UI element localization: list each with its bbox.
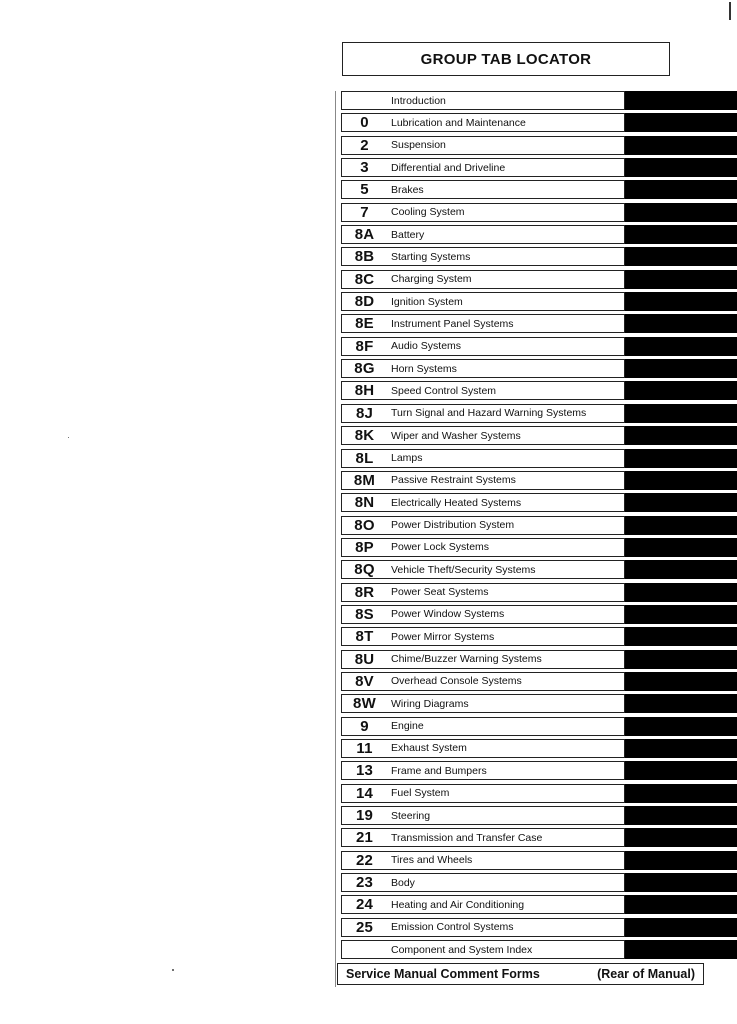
tab-label: Turn Signal and Hazard Warning Systems [391, 407, 587, 420]
tab-number: 8C [354, 270, 375, 288]
tab-label: Passive Restraint Systems [391, 474, 516, 487]
tab-label: Differential and Driveline [391, 161, 506, 174]
tab-label: Engine [391, 720, 424, 733]
tab-label: Audio Systems [391, 340, 462, 353]
tab-row [341, 113, 737, 132]
tab-number: 8J [355, 404, 374, 422]
tab-number: 8Q [354, 561, 375, 579]
tab-label: Emission Control Systems [391, 921, 514, 934]
tab-edge-marker [625, 828, 737, 847]
tab-edge-marker [625, 180, 737, 199]
tab-edge-marker [625, 873, 737, 892]
tab-cell [341, 538, 625, 557]
tab-cell [341, 359, 625, 378]
binding-line [335, 91, 336, 987]
tab-row [341, 158, 737, 177]
page-title: GROUP TAB LOCATOR [420, 50, 592, 68]
tab-label: Cooling System [391, 206, 465, 219]
tab-cell [341, 270, 625, 289]
tab-number: 0 [360, 114, 369, 132]
tab-label: Speed Control System [391, 384, 497, 397]
tab-edge-marker [625, 806, 737, 825]
tab-cell [341, 784, 625, 803]
tab-label: Heating and Air Conditioning [391, 898, 525, 911]
tab-row [341, 449, 737, 468]
tab-cell [341, 426, 625, 445]
tab-edge-marker [625, 940, 737, 959]
tab-row [341, 337, 737, 356]
tab-cell [341, 560, 625, 579]
tab-edge-marker [625, 136, 737, 155]
tab-edge-marker [625, 761, 737, 780]
tab-number: 14 [355, 784, 374, 802]
tab-number: 8G [354, 360, 375, 378]
tab-row [341, 761, 737, 780]
tab-label: Brakes [391, 183, 424, 196]
tab-cell [341, 605, 625, 624]
tab-row [341, 739, 737, 758]
tab-number: 3 [360, 159, 369, 177]
tab-cell [341, 203, 625, 222]
tab-label: Starting Systems [391, 250, 471, 263]
tab-cell [341, 113, 625, 132]
tab-cell [341, 91, 625, 110]
tab-cell [341, 493, 625, 512]
tab-row [341, 516, 737, 535]
tab-edge-marker [625, 739, 737, 758]
tab-cell [341, 627, 625, 646]
tab-row [341, 873, 737, 892]
tab-label: Instrument Panel Systems [391, 317, 514, 330]
tab-number: 8H [354, 382, 375, 400]
tab-number: 22 [355, 851, 374, 869]
tab-number: 8F [355, 337, 374, 355]
tab-number: 8R [354, 583, 375, 601]
tab-edge-marker [625, 91, 737, 110]
tab-number: 8A [354, 226, 375, 244]
tab-label: Horn Systems [391, 362, 457, 375]
tab-edge-marker [625, 493, 737, 512]
tab-row [341, 918, 737, 937]
tab-label: Power Distribution System [391, 519, 515, 532]
tab-edge-marker [625, 918, 737, 937]
tab-row [341, 314, 737, 333]
tab-cell [341, 650, 625, 669]
tab-label: Ignition System [391, 295, 463, 308]
tab-edge-marker [625, 672, 737, 691]
tab-row [341, 694, 737, 713]
tab-cell [341, 583, 625, 602]
tab-label: Chime/Buzzer Warning Systems [391, 653, 542, 666]
tab-cell [341, 672, 625, 691]
tab-label: Exhaust System [391, 742, 467, 755]
tab-label: Power Window Systems [391, 608, 505, 621]
tab-label: Overhead Console Systems [391, 675, 522, 688]
tab-edge-marker [625, 381, 737, 400]
tab-row [341, 538, 737, 557]
tab-label: Power Mirror Systems [391, 630, 495, 643]
tab-edge-marker [625, 605, 737, 624]
tab-edge-marker [625, 225, 737, 244]
tab-number: 7 [360, 203, 369, 221]
tab-edge-marker [625, 158, 737, 177]
tab-label: Lubrication and Maintenance [391, 116, 526, 129]
tab-number: 8K [354, 427, 375, 445]
tab-cell [341, 717, 625, 736]
tab-edge-marker [625, 717, 737, 736]
tab-number: 8O [354, 516, 375, 534]
tab-row [341, 583, 737, 602]
tab-cell [341, 180, 625, 199]
tab-edge-marker [625, 359, 737, 378]
tab-number: 8L [355, 449, 374, 467]
tab-number: 9 [360, 717, 369, 735]
tab-number: 8N [354, 494, 375, 512]
tab-cell [341, 851, 625, 870]
scan-corner-mark [729, 2, 731, 20]
tab-number: 8B [354, 248, 375, 266]
tab-label: Introduction [391, 94, 446, 107]
tab-cell [341, 895, 625, 914]
tab-number: 23 [355, 874, 374, 892]
tab-edge-marker [625, 471, 737, 490]
tab-number: 19 [355, 807, 374, 824]
tab-number: 8T [355, 628, 374, 646]
tab-label: Electrically Heated Systems [391, 496, 522, 509]
tab-label: Wiring Diagrams [391, 697, 469, 710]
tab-cell [341, 136, 625, 155]
tab-cell [341, 314, 625, 333]
tab-edge-marker [625, 270, 737, 289]
tab-row [341, 471, 737, 490]
tab-number: 5 [360, 181, 369, 199]
tab-row [341, 180, 737, 199]
tab-label: Lamps [391, 452, 423, 464]
tab-row [341, 672, 737, 691]
tab-cell [341, 158, 625, 177]
tab-label: Tires and Wheels [391, 854, 473, 867]
tab-number: 8M [353, 471, 376, 489]
tab-edge-marker [625, 583, 737, 602]
tab-edge-marker [625, 851, 737, 870]
tab-number: 25 [355, 918, 374, 936]
tab-number: 2 [360, 136, 369, 154]
tab-row [341, 203, 737, 222]
tab-row [341, 493, 737, 512]
tab-edge-marker [625, 627, 737, 646]
tab-cell [341, 471, 625, 490]
tab-edge-marker [625, 784, 737, 803]
tab-edge-marker [625, 449, 737, 468]
scan-speck [172, 969, 174, 971]
tab-row [341, 650, 737, 669]
tab-row [341, 426, 737, 445]
tab-cell [341, 247, 625, 266]
tab-list [341, 91, 737, 962]
tab-label: Frame and Bumpers [391, 764, 487, 777]
footer-comment-forms: Service Manual Comment Forms [346, 967, 540, 981]
tab-number: 8P [355, 538, 374, 556]
tab-edge-marker [625, 895, 737, 914]
tab-row [341, 806, 737, 825]
tab-row [341, 828, 737, 847]
tab-label: Power Seat Systems [391, 586, 489, 599]
tab-number: 11 [356, 739, 373, 757]
tab-row [341, 940, 737, 959]
tab-row [341, 381, 737, 400]
scan-speck [68, 437, 69, 438]
tab-row [341, 247, 737, 266]
tab-number: 8E [355, 315, 374, 333]
tab-edge-marker [625, 203, 737, 222]
tab-label: Vehicle Theft/Security Systems [391, 563, 536, 576]
tab-label: Charging System [391, 273, 472, 286]
tab-cell [341, 739, 625, 758]
tab-number: 8U [354, 650, 375, 668]
tab-row [341, 270, 737, 289]
tab-row [341, 225, 737, 244]
tab-label: Power Lock Systems [391, 541, 490, 554]
tab-label: Suspension [391, 139, 446, 152]
tab-cell [341, 449, 625, 468]
tab-row [341, 404, 737, 423]
tab-row [341, 851, 737, 870]
title-box [342, 42, 670, 76]
tab-cell [341, 337, 625, 356]
tab-cell [341, 761, 625, 780]
tab-edge-marker [625, 292, 737, 311]
tab-cell [341, 694, 625, 713]
tab-label: Steering [391, 809, 431, 822]
tab-number: 8S [355, 605, 374, 623]
tab-cell [341, 516, 625, 535]
tab-edge-marker [625, 113, 737, 132]
tab-edge-marker [625, 247, 737, 266]
tab-number: 8V [355, 672, 374, 690]
tab-number: 8W [353, 695, 376, 713]
tab-row [341, 717, 737, 736]
tab-edge-marker [625, 538, 737, 557]
tab-cell [341, 381, 625, 400]
tab-edge-marker [625, 560, 737, 579]
tab-label: Wiper and Washer Systems [391, 429, 521, 442]
tab-edge-marker [625, 337, 737, 356]
tab-number: 13 [355, 762, 374, 780]
tab-number: 21 [355, 829, 374, 847]
tab-number: 8D [354, 293, 375, 311]
tab-cell [341, 828, 625, 847]
footer-box [337, 963, 704, 985]
tab-edge-marker [625, 404, 737, 423]
tab-label: Fuel System [391, 787, 450, 800]
tab-cell [341, 873, 625, 892]
tab-label: Body [391, 876, 415, 889]
tab-row [341, 136, 737, 155]
tab-edge-marker [625, 694, 737, 713]
tab-edge-marker [625, 650, 737, 669]
tab-row [341, 627, 737, 646]
tab-cell [341, 918, 625, 937]
tab-row [341, 560, 737, 579]
tab-label: Component and System Index [391, 943, 533, 956]
tab-row [341, 784, 737, 803]
tab-row [341, 292, 737, 311]
tab-cell [341, 806, 625, 825]
tab-row [341, 605, 737, 624]
tab-number: 24 [355, 896, 374, 914]
tab-cell [341, 225, 625, 244]
footer-rear-of-manual: (Rear of Manual) [597, 967, 695, 981]
tab-edge-marker [625, 426, 737, 445]
tab-edge-marker [625, 516, 737, 535]
tab-edge-marker [625, 314, 737, 333]
tab-cell [341, 292, 625, 311]
tab-row [341, 91, 737, 110]
tab-row [341, 895, 737, 914]
tab-cell [341, 404, 625, 423]
tab-row [341, 359, 737, 378]
tab-label: Battery [391, 228, 425, 241]
tab-cell [341, 940, 625, 959]
tab-label: Transmission and Transfer Case [391, 831, 543, 844]
